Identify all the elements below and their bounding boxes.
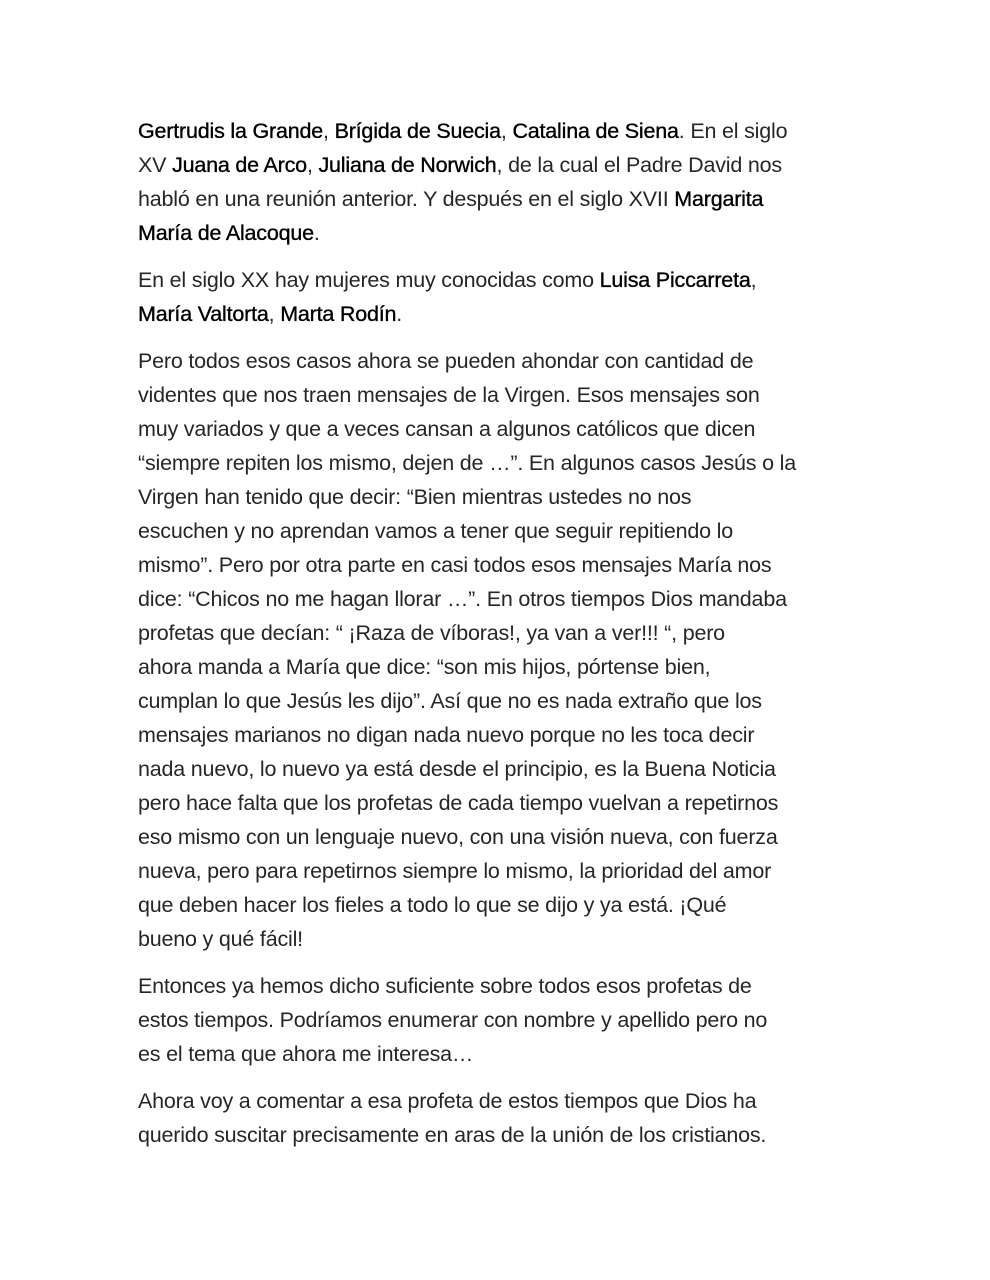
highlighted-name: Catalina de Siena — [512, 119, 679, 143]
highlighted-name: Luisa Piccarreta — [599, 268, 751, 292]
paragraph — [138, 114, 898, 250]
text-line — [138, 263, 898, 297]
text-segment: bueno y qué fácil! — [138, 927, 303, 951]
text-segment: . — [396, 302, 403, 326]
text-segment: videntes que nos traen mensajes de la Virgen. Esos mensajes son — [138, 383, 760, 407]
paragraph — [138, 1084, 898, 1152]
highlighted-name: Brígida de Suecia — [334, 119, 501, 143]
text-line — [138, 548, 898, 582]
text-line — [138, 922, 898, 956]
text-segment: profetas que decían: “ ¡Raza de víboras!, ya van a ver!!! “, pero — [138, 621, 725, 645]
highlighted-name: María de Alacoque — [138, 221, 314, 245]
text-segment: XV — [138, 153, 173, 177]
text-line — [138, 650, 898, 684]
text-line — [138, 616, 898, 650]
highlighted-name: Juliana de Norwich — [318, 153, 497, 177]
text-segment: nada nuevo, lo nuevo ya está desde el principio, es la Buena Noticia — [138, 757, 776, 781]
paragraph — [138, 263, 898, 331]
text-line — [138, 1003, 898, 1037]
highlighted-name: Margarita — [674, 187, 764, 211]
text-line — [138, 378, 898, 412]
highlighted-name: Marta Rodín — [280, 302, 397, 326]
highlighted-name: Juana de Arco — [172, 153, 307, 177]
text-segment: habló en una reunión anterior. Y después en el siglo XVII — [138, 187, 675, 211]
text-segment: . — [313, 221, 320, 245]
text-line — [138, 718, 898, 752]
text-segment: es el tema que ahora me interesa… — [138, 1042, 474, 1066]
paragraph — [138, 344, 898, 956]
text-line — [138, 412, 898, 446]
text-segment: mismo”. Pero por otra parte en casi todos esos mensajes María nos — [138, 553, 772, 577]
text-segment: , — [323, 119, 335, 143]
text-segment: cumplan lo que Jesús les dijo”. Así que no es nada extraño que los — [138, 689, 762, 713]
text-segment: , — [306, 153, 319, 177]
text-segment: dice: “Chicos no me hagan llorar …”. En otros tiempos Dios mandaba — [138, 587, 787, 611]
text-segment: “siempre repiten los mismo, dejen de …”. En algunos casos Jesús o la — [138, 451, 796, 475]
text-line — [138, 297, 898, 331]
text-segment: ahora manda a María que dice: “son mis hijos, pórtense bien, — [138, 655, 711, 679]
text-line — [138, 148, 898, 182]
text-line — [138, 216, 898, 250]
text-line — [138, 514, 898, 548]
text-line — [138, 1118, 898, 1152]
text-line — [138, 969, 898, 1003]
text-line — [138, 888, 898, 922]
text-segment: eso mismo con un lenguaje nuevo, con una visión nueva, con fuerza — [138, 825, 778, 849]
highlighted-name: María Valtorta — [138, 302, 269, 326]
text-segment: escuchen y no aprendan vamos a tener que seguir repitiendo lo — [138, 519, 733, 543]
text-segment: Pero todos esos casos ahora se pueden ahondar con cantidad de — [138, 349, 754, 373]
text-segment: pero hace falta que los profetas de cada tiempo vuelvan a repetirnos — [138, 791, 779, 815]
text-segment: Ahora voy a comentar a esa profeta de estos tiempos que Dios ha — [138, 1089, 757, 1113]
text-line — [138, 582, 898, 616]
document-body — [138, 114, 898, 1165]
text-segment: En el siglo XX hay mujeres muy conocidas como — [138, 268, 600, 292]
highlighted-name: Gertrudis la Grande — [138, 119, 324, 143]
text-line — [138, 752, 898, 786]
text-line — [138, 786, 898, 820]
text-line — [138, 1084, 898, 1118]
text-line — [138, 480, 898, 514]
text-segment: , — [500, 119, 513, 143]
text-line — [138, 684, 898, 718]
text-line — [138, 182, 898, 216]
text-line — [138, 344, 898, 378]
text-line — [138, 114, 898, 148]
text-line — [138, 854, 898, 888]
text-segment: mensajes marianos no digan nada nuevo porque no les toca decir — [138, 723, 755, 747]
text-line — [138, 446, 898, 480]
text-segment: nueva, pero para repetirnos siempre lo mismo, la prioridad del amor — [138, 859, 772, 883]
text-line — [138, 1037, 898, 1071]
text-segment: , — [750, 268, 757, 292]
text-segment: Virgen han tenido que decir: “Bien mientras ustedes no nos — [138, 485, 692, 509]
text-segment: , — [268, 302, 281, 326]
paragraph — [138, 969, 898, 1071]
text-segment: querido suscitar precisamente en aras de la unión de los cristianos. — [138, 1123, 767, 1147]
text-segment: que deben hacer los fieles a todo lo que se dijo y ya está. ¡Qué — [138, 893, 727, 917]
text-segment: estos tiempos. Podríamos enumerar con nombre y apellido pero no — [138, 1008, 768, 1032]
text-segment: , de la cual el Padre David nos — [496, 153, 782, 177]
text-segment: muy variados y que a veces cansan a algunos católicos que dicen — [138, 417, 756, 441]
text-segment: . En el siglo — [678, 119, 788, 143]
text-segment: Entonces ya hemos dicho suficiente sobre todos esos profetas de — [138, 974, 752, 998]
text-line — [138, 820, 898, 854]
